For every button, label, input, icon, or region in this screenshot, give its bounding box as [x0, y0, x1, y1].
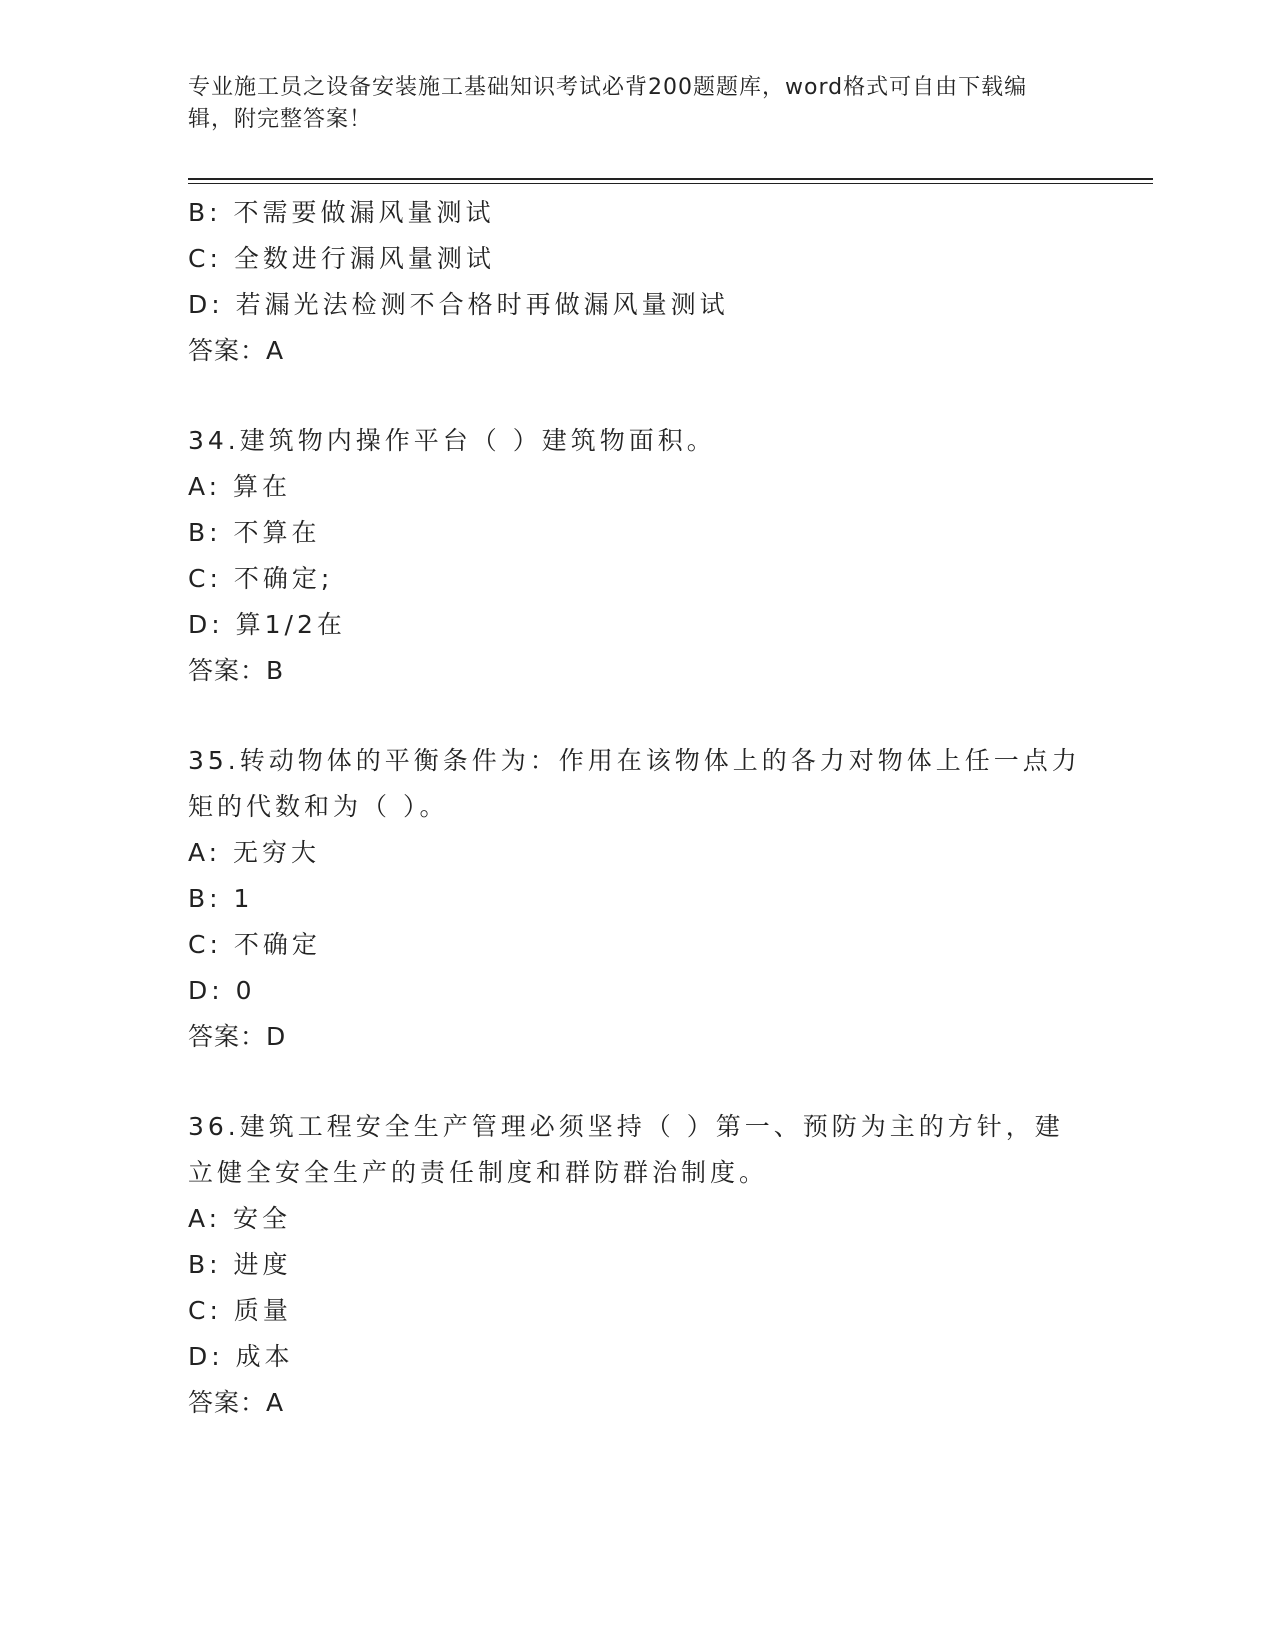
option-text: 1	[233, 884, 254, 913]
option-c	[188, 922, 1088, 968]
option-text: 成本	[235, 1342, 294, 1371]
option-b	[188, 510, 1088, 556]
option-c	[188, 1288, 1088, 1334]
option-label: B:	[188, 198, 222, 227]
option-text: 全数进行漏风量测试	[233, 244, 495, 273]
answer-line: 答案：B	[188, 656, 285, 685]
question-stem: 36.建筑工程安全生产管理必须坚持（ ）第一、预防为主的方针，建立健全安全生产的责任制度和群防群治制度。	[188, 1112, 1064, 1187]
option-b	[188, 876, 1088, 922]
option-label: A:	[188, 1204, 222, 1233]
question-list	[188, 190, 1088, 1426]
option-text: 质量	[233, 1296, 292, 1325]
option-label: D:	[188, 290, 224, 319]
option-label: A:	[188, 472, 222, 501]
option-label: C:	[188, 244, 222, 273]
option-text: 不算在	[233, 518, 321, 547]
option-text: 安全	[233, 1204, 292, 1233]
option-d	[188, 602, 1088, 648]
option-text: 无穷大	[233, 838, 321, 867]
answer-line: 答案：D	[188, 1022, 287, 1051]
question-35	[188, 738, 1088, 1060]
option-b	[188, 190, 1088, 236]
option-label: C:	[188, 1296, 222, 1325]
option-b	[188, 1242, 1088, 1288]
option-label: D:	[188, 1342, 224, 1371]
option-a	[188, 464, 1088, 510]
option-text: 算1/2在	[235, 610, 346, 639]
option-text: 不确定	[233, 930, 321, 959]
option-text: 不确定;	[233, 564, 334, 593]
option-text: 0	[235, 976, 256, 1005]
option-a	[188, 830, 1088, 876]
option-label: C:	[188, 930, 222, 959]
option-a	[188, 1196, 1088, 1242]
option-label: A:	[188, 838, 222, 867]
option-text: 若漏光法检测不合格时再做漏风量测试	[235, 290, 729, 319]
header-divider-thin	[188, 183, 1153, 184]
option-label: D:	[188, 976, 224, 1005]
header-title: 专业施工员之设备安装施工基础知识考试必背200题题库，word格式可自由下载编辑，附完整答案！	[188, 75, 1028, 132]
header-divider-thick	[188, 178, 1153, 180]
question-36	[188, 1104, 1088, 1426]
question-34	[188, 418, 1088, 694]
question-continued	[188, 190, 1088, 374]
question-stem: 34.建筑物内操作平台（ ）建筑物面积。	[188, 426, 716, 455]
option-text: 进度	[233, 1250, 292, 1279]
option-label: B:	[188, 1250, 222, 1279]
option-d	[188, 1334, 1088, 1380]
option-d	[188, 282, 1088, 328]
document-header	[188, 72, 1068, 136]
option-c	[188, 556, 1088, 602]
answer-line: 答案：A	[188, 1388, 285, 1417]
option-text: 算在	[233, 472, 292, 501]
option-label: B:	[188, 884, 222, 913]
answer-line: 答案：A	[188, 336, 285, 365]
option-c	[188, 236, 1088, 282]
option-label: B:	[188, 518, 222, 547]
option-label: D:	[188, 610, 224, 639]
option-text: 不需要做漏风量测试	[233, 198, 495, 227]
option-d	[188, 968, 1088, 1014]
option-label: C:	[188, 564, 222, 593]
question-stem: 35.转动物体的平衡条件为：作用在该物体上的各力对物体上任一点力矩的代数和为（ ）。	[188, 746, 1081, 821]
